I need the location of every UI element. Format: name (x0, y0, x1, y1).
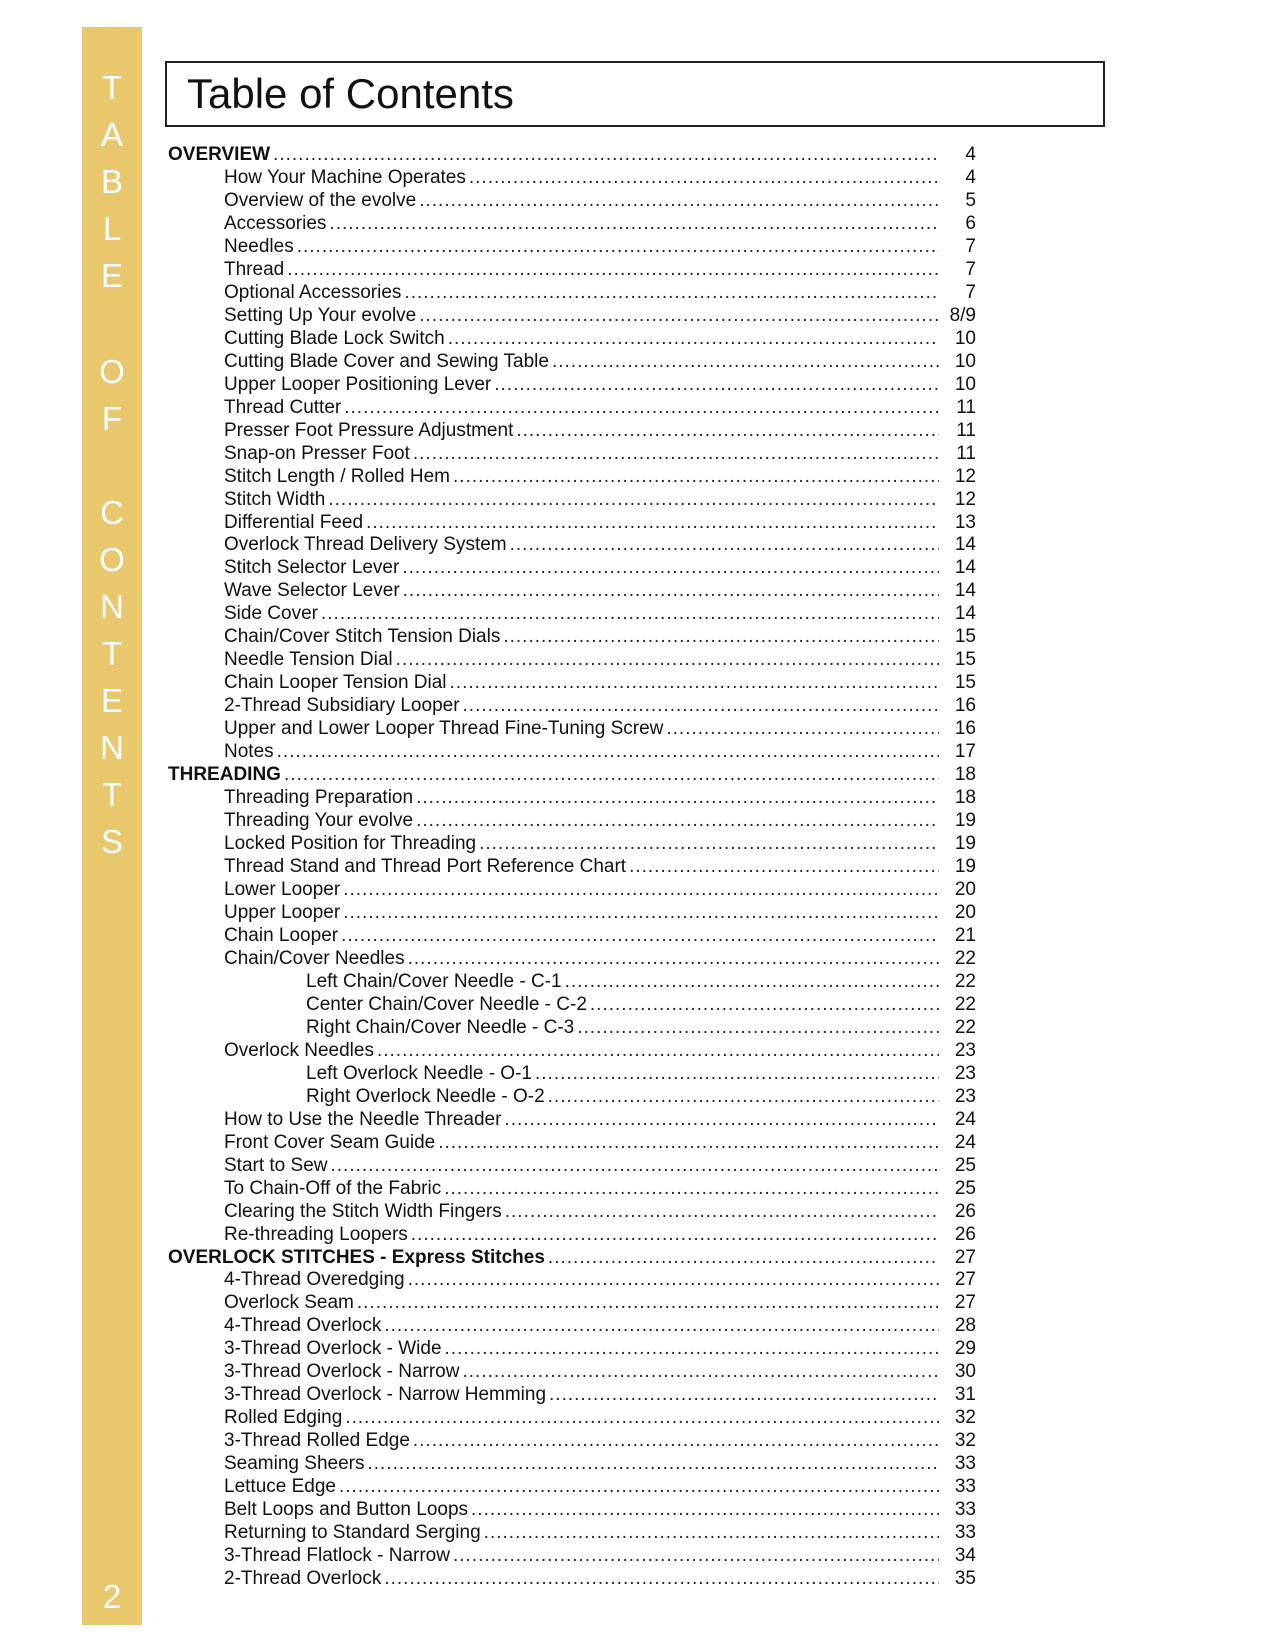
toc-entry[interactable] (168, 902, 976, 925)
dot-leader (484, 1522, 939, 1545)
toc-entry-page: 26 (954, 1223, 976, 1245)
dot-leader (339, 1476, 939, 1499)
toc-entry-page: 12 (954, 488, 976, 510)
toc-entry-title: Lower Looper (224, 879, 341, 900)
side-letter: O (99, 353, 125, 390)
toc-entry[interactable] (168, 1201, 976, 1224)
toc-entry-title: 2-Thread Overlock (224, 1568, 382, 1590)
dot-leader (344, 397, 939, 420)
toc-entry-title: Right Chain/Cover Needle - C-3 (306, 1016, 575, 1038)
toc-entry[interactable] (168, 1132, 976, 1155)
toc-entry[interactable] (168, 374, 976, 397)
dot-leader (548, 1247, 939, 1270)
dot-leader (416, 787, 939, 810)
side-letter: N (100, 588, 124, 625)
dot-leader (505, 1201, 939, 1224)
toc-entry-page: 12 (954, 465, 976, 487)
dot-leader (453, 1545, 939, 1568)
toc-entry[interactable] (168, 1407, 976, 1430)
dot-leader (396, 649, 939, 672)
toc-entry[interactable] (168, 1568, 976, 1591)
dot-leader (419, 190, 939, 213)
toc-entry-page: 27 (954, 1269, 976, 1291)
toc-entry[interactable] (168, 1292, 976, 1315)
toc-entry[interactable] (168, 695, 976, 718)
side-letter: B (100, 163, 123, 200)
dot-leader (329, 213, 939, 236)
toc-entry-page: 7 (965, 235, 976, 257)
toc-entry[interactable] (168, 328, 976, 351)
toc-entry[interactable] (168, 810, 976, 833)
toc-entry-title: Wave Selector Lever (224, 580, 400, 602)
side-letter: C (100, 494, 124, 531)
toc-entry-title: Chain/Cover Needles (224, 947, 405, 969)
toc-entry[interactable] (168, 1178, 976, 1201)
toc-entry[interactable] (168, 948, 976, 971)
toc-entry-title: Threading Your evolve (224, 810, 414, 832)
toc-entry-page: 33 (954, 1453, 976, 1475)
side-band (82, 27, 142, 1625)
toc-entry[interactable] (168, 1063, 976, 1086)
toc-entry[interactable] (168, 856, 976, 879)
toc-entry-page: 31 (954, 1384, 976, 1406)
toc-list (168, 144, 976, 1591)
dot-leader (297, 236, 939, 259)
toc-entry[interactable] (168, 1384, 976, 1407)
toc-entry[interactable] (168, 626, 976, 649)
toc-section[interactable] (168, 1247, 976, 1270)
toc-entry-page: 6 (965, 212, 976, 234)
toc-entry-title: Seaming Sheers (224, 1453, 365, 1475)
dot-leader (549, 1384, 939, 1407)
toc-entry[interactable] (168, 1338, 976, 1361)
toc-entry-title: Differential Feed (224, 511, 364, 533)
dot-leader (404, 282, 939, 305)
toc-entry-page: 15 (954, 626, 976, 648)
toc-entry[interactable] (168, 580, 976, 603)
toc-entry[interactable] (168, 236, 976, 259)
side-letter: N (100, 729, 124, 766)
dot-leader (345, 1407, 939, 1430)
toc-entry[interactable] (168, 557, 976, 580)
toc-entry-title: Needles (224, 235, 294, 257)
toc-entry-page: 18 (954, 764, 976, 786)
toc-entry[interactable] (168, 1086, 976, 1109)
dot-leader (377, 1040, 939, 1063)
toc-entry-title: Stitch Width (224, 488, 326, 510)
toc-entry[interactable] (168, 1545, 976, 1568)
toc-entry[interactable] (168, 397, 976, 420)
toc-entry-page: 23 (954, 1085, 976, 1107)
dot-leader (357, 1292, 939, 1315)
dot-leader (552, 351, 939, 374)
page-title: Table of Contents (187, 70, 514, 117)
toc-entry[interactable] (168, 213, 976, 236)
toc-entry-page: 4 (965, 166, 976, 188)
side-letter: A (100, 116, 123, 153)
dot-leader (277, 741, 939, 764)
toc-entry[interactable] (168, 259, 976, 282)
toc-entry[interactable] (168, 167, 976, 190)
toc-entry-title: Needle Tension Dial (224, 649, 393, 671)
toc-entry-title: Overlock Thread Delivery System (224, 534, 507, 556)
toc-entry-title: Overlock Seam (224, 1292, 354, 1314)
toc-entry-page: 17 (954, 741, 976, 763)
dot-leader (577, 1017, 939, 1040)
toc-entry[interactable] (168, 351, 976, 374)
toc-entry[interactable] (168, 305, 976, 328)
toc-entry-title: To Chain-Off of the Fabric (224, 1177, 442, 1199)
toc-entry-title: Belt Loops and Button Loops (224, 1499, 469, 1521)
toc-entry-page: 26 (954, 1200, 976, 1222)
toc-entry[interactable] (168, 1453, 976, 1476)
toc-entry-title: THREADING (168, 764, 281, 786)
toc-entry-title: Presser Foot Pressure Adjustment (224, 419, 514, 441)
toc-entry-page: 8/9 (949, 304, 976, 326)
toc-entry-page: 33 (954, 1476, 976, 1498)
toc-entry-title: Front Cover Seam Guide (224, 1131, 436, 1153)
toc-entry-page: 25 (954, 1177, 976, 1199)
toc-entry-page: 4 (965, 144, 976, 165)
toc-entry-page: 14 (954, 557, 976, 579)
title-box (165, 61, 1105, 127)
dot-leader (413, 443, 939, 466)
dot-leader (408, 1269, 939, 1292)
side-letter: T (101, 776, 123, 813)
toc-entry-title: Cutting Blade Cover and Sewing Table (224, 350, 549, 372)
toc-entry-title: Left Overlock Needle - O-1 (306, 1062, 532, 1084)
toc-entry-title: Re-threading Loopers (224, 1223, 408, 1245)
dot-leader (453, 466, 939, 489)
toc-entry-title: 4-Thread Overlock (224, 1315, 382, 1337)
toc-entry-page: 13 (954, 511, 976, 533)
toc-entry-page: 10 (954, 327, 976, 349)
toc-entry-title: Returning to Standard Serging (224, 1522, 481, 1544)
toc-entry[interactable] (168, 649, 976, 672)
dot-leader (438, 1132, 939, 1155)
dot-leader (328, 489, 939, 512)
toc-entry-page: 25 (954, 1154, 976, 1176)
toc-entry-page: 33 (954, 1499, 976, 1521)
dot-leader (287, 259, 939, 282)
toc-entry-title: How to Use the Needle Threader (224, 1108, 502, 1130)
toc-entry[interactable] (168, 1155, 976, 1178)
dot-leader (341, 925, 939, 948)
dot-leader (479, 833, 939, 856)
side-letter: L (102, 210, 122, 247)
dot-leader (284, 764, 939, 787)
dot-leader (367, 1453, 939, 1476)
toc-entry-title: Chain Looper Tension Dial (224, 672, 447, 694)
toc-entry[interactable] (168, 1040, 976, 1063)
toc-entry-page: 22 (954, 947, 976, 969)
dot-leader (366, 512, 939, 535)
toc-entry-title: Threading Preparation (224, 787, 414, 809)
toc-entry-title: OVERVIEW (168, 144, 271, 165)
side-letter: T (101, 635, 123, 672)
toc-entry[interactable] (168, 1109, 976, 1132)
toc-entry-page: 23 (954, 1039, 976, 1061)
dot-leader (384, 1568, 939, 1591)
dot-leader (384, 1315, 939, 1338)
toc-entry-page: 29 (954, 1338, 976, 1360)
toc-entry-page: 11 (956, 442, 976, 464)
toc-entry[interactable] (168, 1361, 976, 1384)
toc-entry-title: Overview of the evolve (224, 189, 417, 211)
toc-entry-title: Side Cover (224, 603, 318, 625)
toc-entry-title: Left Chain/Cover Needle - C-1 (306, 970, 562, 992)
side-letter: S (100, 823, 123, 860)
toc-entry-title: Chain Looper (224, 924, 339, 946)
dot-leader (450, 672, 939, 695)
toc-entry-title: 3-Thread Flatlock - Narrow (224, 1545, 450, 1567)
dot-leader (416, 810, 939, 833)
toc-entry-title: 2-Thread Subsidiary Looper (224, 695, 460, 717)
toc-entry-title: Thread (224, 258, 285, 280)
toc-entry[interactable] (168, 1499, 976, 1522)
toc-entry-title: Thread Cutter (224, 396, 342, 418)
toc-entry-title: Optional Accessories (224, 281, 402, 303)
toc-section[interactable] (168, 144, 976, 167)
toc-entry[interactable] (168, 466, 976, 489)
toc-entry[interactable] (168, 603, 976, 626)
toc-entry-page: 18 (954, 787, 976, 809)
toc-entry-title: Stitch Length / Rolled Hem (224, 465, 451, 487)
toc-entry-page: 20 (954, 901, 976, 923)
dot-leader (462, 1361, 939, 1384)
toc-entry-title: Upper Looper (224, 901, 341, 923)
toc-entry-title: Stitch Selector Lever (224, 557, 400, 579)
dot-leader (402, 557, 939, 580)
toc-entry-title: 3-Thread Overlock - Narrow (224, 1361, 460, 1383)
toc-entry-title: Right Overlock Needle - O-2 (306, 1085, 545, 1107)
toc-entry-title: Setting Up Your evolve (224, 304, 417, 326)
toc-entry-title: Accessories (224, 212, 327, 234)
dot-leader (463, 695, 939, 718)
side-letter: O (99, 541, 125, 578)
toc-entry-page: 14 (954, 534, 976, 556)
dot-leader (471, 1499, 939, 1522)
toc-entry-page: 19 (954, 833, 976, 855)
side-letter: F (101, 400, 123, 437)
toc-entry-title: Chain/Cover Stitch Tension Dials (224, 626, 501, 648)
toc-entry[interactable] (168, 1017, 976, 1040)
dot-leader (469, 167, 939, 190)
toc-entry-page: 21 (954, 924, 976, 946)
dot-leader (331, 1155, 940, 1178)
toc-entry[interactable] (168, 282, 976, 305)
toc-entry-title: Thread Stand and Thread Port Reference Chart (224, 856, 627, 878)
dot-leader (548, 1086, 939, 1109)
dot-leader (503, 626, 939, 649)
side-letter: E (100, 682, 123, 719)
dot-leader (516, 420, 939, 443)
dot-leader (494, 374, 939, 397)
toc-entry-page: 5 (965, 189, 976, 211)
dot-leader (504, 1109, 939, 1132)
toc-entry[interactable] (168, 489, 976, 512)
toc-entry-page: 22 (954, 993, 976, 1015)
toc-entry-page: 10 (954, 373, 976, 395)
dot-leader (408, 948, 939, 971)
toc-entry[interactable] (168, 1430, 976, 1453)
page-number: 2 (102, 1578, 122, 1615)
dot-leader (321, 603, 939, 626)
toc-section[interactable] (168, 764, 976, 787)
dot-leader (448, 328, 939, 351)
toc-entry[interactable] (168, 833, 976, 856)
toc-entry-page: 27 (954, 1246, 976, 1268)
dot-leader (535, 1063, 939, 1086)
toc-entry[interactable] (168, 672, 976, 695)
toc-entry-title: Snap-on Presser Foot (224, 442, 410, 464)
toc-entry-title: Notes (224, 741, 274, 763)
toc-entry[interactable] (168, 994, 976, 1017)
toc-entry-page: 14 (954, 603, 976, 625)
dot-leader (343, 902, 939, 925)
toc-entry[interactable] (168, 1522, 976, 1545)
dot-leader (419, 305, 939, 328)
toc-entry-page: 22 (954, 1016, 976, 1038)
toc-entry-page: 14 (954, 580, 976, 602)
toc-entry-title: Clearing the Stitch Width Fingers (224, 1200, 502, 1222)
toc-entry[interactable] (168, 1224, 976, 1247)
toc-entry-page: 22 (954, 970, 976, 992)
dot-leader (510, 534, 939, 557)
toc-entry-page: 24 (954, 1108, 976, 1130)
toc-entry-page: 7 (965, 258, 976, 280)
toc-entry-title: Lettuce Edge (224, 1476, 336, 1498)
toc-entry-page: 32 (954, 1407, 976, 1429)
toc-entry-title: 3-Thread Overlock - Wide (224, 1338, 442, 1360)
toc-entry-title: Center Chain/Cover Needle - C-2 (306, 993, 587, 1015)
toc-entry-page: 7 (965, 281, 976, 303)
toc-entry[interactable] (168, 443, 976, 466)
dot-leader (666, 718, 939, 741)
side-letter: E (100, 257, 123, 294)
toc-entry[interactable] (168, 741, 976, 764)
toc-entry[interactable] (168, 534, 976, 557)
toc-entry[interactable] (168, 1315, 976, 1338)
toc-entry[interactable] (168, 512, 976, 535)
toc-entry-title: Locked Position for Threading (224, 833, 477, 855)
toc-entry[interactable] (168, 718, 976, 741)
toc-entry-title: How Your Machine Operates (224, 166, 466, 188)
toc-entry-page: 34 (954, 1545, 976, 1567)
toc-entry-title: 3-Thread Overlock - Narrow Hemming (224, 1384, 547, 1406)
toc-entry-page: 16 (954, 695, 976, 717)
toc-entry-page: 19 (954, 856, 976, 878)
toc-entry-page: 27 (954, 1292, 976, 1314)
toc-entry-page: 20 (954, 879, 976, 900)
toc-entry-page: 15 (954, 672, 976, 694)
toc-entry-title: Start to Sew (224, 1154, 328, 1176)
toc-entry-page: 11 (956, 396, 976, 418)
dot-leader (413, 1430, 939, 1453)
side-letter: T (101, 69, 123, 106)
toc-entry-title: Upper Looper Positioning Lever (224, 373, 492, 395)
toc-entry-page: 24 (954, 1131, 976, 1153)
toc-entry-page: 10 (954, 350, 976, 372)
toc-entry-title: Overlock Needles (224, 1039, 374, 1061)
toc-entry-page: 19 (954, 810, 976, 832)
toc-entry[interactable] (168, 1476, 976, 1499)
toc-entry[interactable] (168, 787, 976, 810)
dot-leader (411, 1224, 939, 1247)
dot-leader (590, 994, 939, 1017)
toc-entry-page: 11 (956, 419, 976, 441)
toc-entry[interactable] (168, 420, 976, 443)
toc-entry[interactable] (168, 971, 976, 994)
toc-entry-title: Rolled Edging (224, 1407, 343, 1429)
toc-entry-page: 33 (954, 1522, 976, 1544)
dot-leader (343, 879, 939, 902)
toc-entry-page: 23 (954, 1062, 976, 1084)
dot-leader (273, 144, 939, 167)
dot-leader (444, 1178, 939, 1201)
dot-leader (565, 971, 939, 994)
toc-entry-title: OVERLOCK STITCHES - Express Stitches (168, 1246, 545, 1268)
toc-entry[interactable] (168, 925, 976, 948)
toc-entry[interactable] (168, 879, 976, 902)
toc-entry-title: 3-Thread Rolled Edge (224, 1430, 410, 1452)
toc-entry-title: Upper and Lower Looper Thread Fine-Tuning Screw (224, 718, 664, 740)
toc-entry-page: 35 (954, 1568, 976, 1590)
toc-entry-page: 30 (954, 1361, 976, 1383)
toc-entry-title: Cutting Blade Lock Switch (224, 327, 445, 349)
toc-entry-page: 15 (954, 649, 976, 671)
toc-entry-title: 4-Thread Overedging (224, 1269, 405, 1291)
toc-entry[interactable] (168, 1269, 976, 1292)
toc-entry-page: 32 (954, 1430, 976, 1452)
dot-leader (403, 580, 939, 603)
toc-entry-page: 28 (954, 1315, 976, 1337)
toc-entry-page: 16 (954, 718, 976, 740)
dot-leader (445, 1338, 939, 1361)
toc-entry[interactable] (168, 190, 976, 213)
dot-leader (629, 856, 939, 879)
